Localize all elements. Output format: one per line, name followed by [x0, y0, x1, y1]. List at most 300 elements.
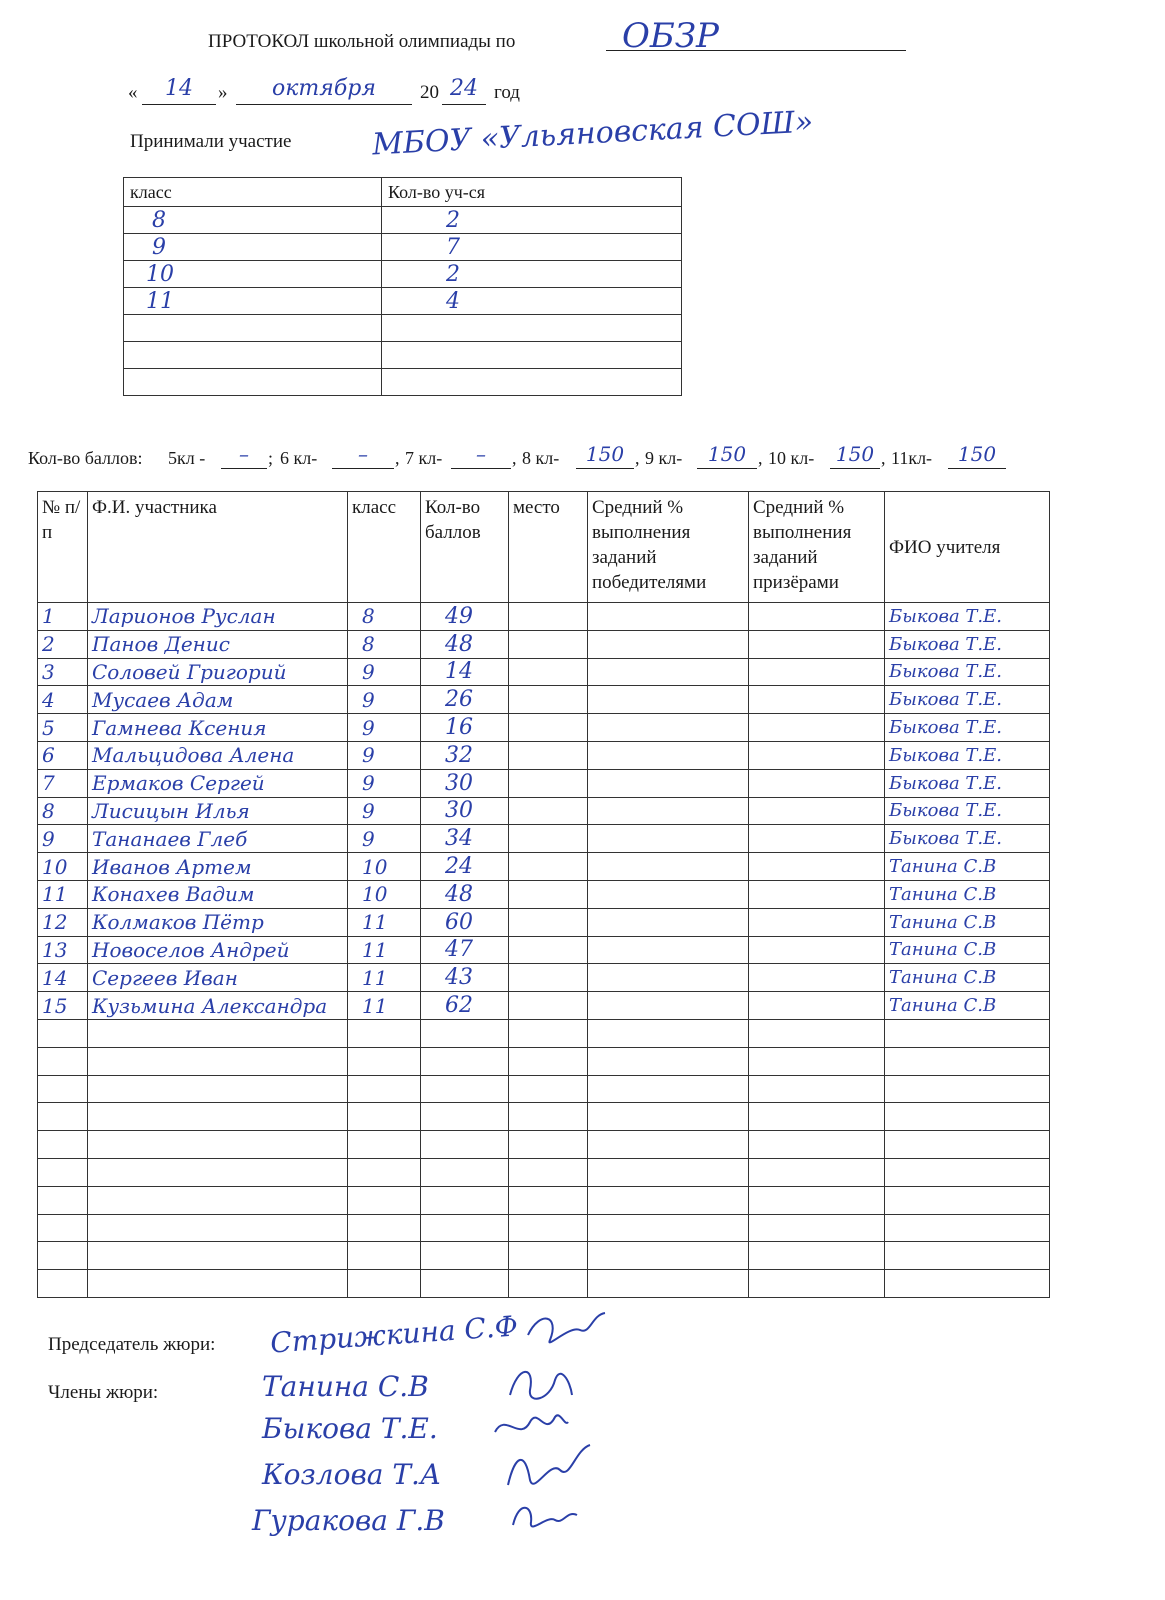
- teacher-name: Быкова Т.Е.: [885, 741, 1050, 769]
- header-num: № п/п: [38, 492, 88, 603]
- empty-cell: [885, 1214, 1050, 1242]
- empty-cell: [88, 1158, 348, 1186]
- empty-cell: [38, 1019, 88, 1047]
- avg-winners-cell: [588, 769, 749, 797]
- participant-name: Мусаев Адам: [88, 686, 348, 714]
- header-name: Ф.И. участника: [88, 492, 348, 603]
- row-num: 8: [38, 797, 88, 825]
- avg-prizewinners-cell: [749, 741, 885, 769]
- empty-cell: [348, 1047, 421, 1075]
- header-avg-prizewinners: Средний % выполнения заданий призёрами: [749, 492, 885, 603]
- participant-score: 60: [421, 908, 509, 936]
- row-num: 13: [38, 936, 88, 964]
- participant-name: Мальцидова Алена: [88, 741, 348, 769]
- jury-chair-name: Стрижкина С.Ф: [269, 1309, 519, 1360]
- participant-score: 14: [421, 658, 509, 686]
- class-row: [124, 207, 682, 234]
- max-score-value: 150: [585, 442, 625, 466]
- class-cell: [124, 342, 382, 369]
- class-row: [124, 342, 682, 369]
- empty-cell: [588, 1186, 749, 1214]
- participant-name: Ермаков Сергей: [88, 769, 348, 797]
- participant-name: Соловей Григорий: [88, 658, 348, 686]
- max-score-underline: [697, 468, 757, 469]
- empty-cell: [749, 1075, 885, 1103]
- results-table: [37, 491, 1050, 1298]
- class-cell: 11: [124, 288, 382, 315]
- empty-cell: [38, 1158, 88, 1186]
- empty-cell: [749, 1103, 885, 1131]
- empty-cell: [749, 1242, 885, 1270]
- date-close-quote: »: [218, 82, 228, 103]
- participant-name: Конахев Вадим: [88, 880, 348, 908]
- max-score-value: –: [358, 442, 368, 466]
- row-num: 5: [38, 714, 88, 742]
- date-day: 14: [165, 76, 193, 101]
- jury-members-label: Члены жюри:: [48, 1382, 159, 1403]
- empty-row: [38, 1103, 1050, 1131]
- count-cell: 2: [382, 261, 682, 288]
- empty-cell: [749, 1158, 885, 1186]
- row-num: 10: [38, 853, 88, 881]
- empty-row: [38, 1158, 1050, 1186]
- result-row: [38, 714, 1050, 742]
- header-grade: класс: [348, 492, 421, 603]
- participant-score: 24: [421, 853, 509, 881]
- count-header: Кол-во уч-ся: [382, 178, 682, 207]
- teacher-name: Быкова Т.Е.: [885, 630, 1050, 658]
- participant-place: [509, 769, 588, 797]
- empty-cell: [421, 1131, 509, 1159]
- avg-winners-cell: [588, 741, 749, 769]
- participant-grade: 9: [348, 686, 421, 714]
- empty-cell: [509, 1186, 588, 1214]
- result-row: [38, 992, 1050, 1020]
- participated-label: Принимали участие: [130, 131, 292, 152]
- class-cell: 9: [124, 234, 382, 261]
- teacher-name: Быкова Т.Е.: [885, 658, 1050, 686]
- empty-cell: [509, 1103, 588, 1131]
- max-score-underline: [451, 468, 511, 469]
- participant-place: [509, 825, 588, 853]
- avg-winners-cell: [588, 964, 749, 992]
- row-num: 1: [38, 603, 88, 631]
- empty-cell: [88, 1186, 348, 1214]
- teacher-name: Танина С.В: [885, 908, 1050, 936]
- empty-cell: [588, 1214, 749, 1242]
- class-table-header: [124, 178, 682, 207]
- header-teacher: ФИО учителя: [885, 492, 1050, 603]
- empty-cell: [588, 1019, 749, 1047]
- empty-cell: [38, 1186, 88, 1214]
- max-score-value: –: [239, 442, 249, 466]
- participant-place: [509, 797, 588, 825]
- avg-prizewinners-cell: [749, 797, 885, 825]
- empty-cell: [421, 1075, 509, 1103]
- participant-grade: 8: [348, 603, 421, 631]
- max-score-underline: [948, 468, 1006, 469]
- avg-prizewinners-cell: [749, 936, 885, 964]
- result-row: [38, 686, 1050, 714]
- row-num: 15: [38, 992, 88, 1020]
- teacher-name: Быкова Т.Е.: [885, 603, 1050, 631]
- participant-grade: 8: [348, 630, 421, 658]
- empty-cell: [421, 1242, 509, 1270]
- empty-cell: [509, 1019, 588, 1047]
- empty-cell: [421, 1214, 509, 1242]
- date-day-underline: [142, 104, 216, 105]
- empty-cell: [421, 1103, 509, 1131]
- subject-value: ОБЗР: [622, 16, 719, 56]
- empty-cell: [509, 1270, 588, 1298]
- participant-name: Гамнева Ксения: [88, 714, 348, 742]
- count-cell: 2: [382, 207, 682, 234]
- teacher-name: Танина С.В: [885, 853, 1050, 881]
- class-header: класс: [124, 178, 382, 207]
- empty-row: [38, 1131, 1050, 1159]
- max-score-label: 7 кл-: [405, 448, 443, 468]
- header-place: место: [509, 492, 588, 603]
- empty-row: [38, 1270, 1050, 1298]
- empty-cell: [885, 1131, 1050, 1159]
- row-num: 12: [38, 908, 88, 936]
- avg-winners-cell: [588, 992, 749, 1020]
- results-body: [38, 603, 1050, 1298]
- class-cell: [124, 369, 382, 396]
- empty-cell: [509, 1242, 588, 1270]
- participant-place: [509, 992, 588, 1020]
- empty-cell: [348, 1242, 421, 1270]
- empty-cell: [88, 1047, 348, 1075]
- row-num: 9: [38, 825, 88, 853]
- result-row: [38, 908, 1050, 936]
- participant-place: [509, 630, 588, 658]
- avg-prizewinners-cell: [749, 769, 885, 797]
- participant-score: 62: [421, 992, 509, 1020]
- participant-grade: 11: [348, 992, 421, 1020]
- empty-cell: [588, 1075, 749, 1103]
- empty-cell: [88, 1019, 348, 1047]
- participant-grade: 9: [348, 769, 421, 797]
- class-row: [124, 234, 682, 261]
- row-num: 7: [38, 769, 88, 797]
- empty-cell: [348, 1019, 421, 1047]
- empty-cell: [421, 1270, 509, 1298]
- class-count-table: [123, 177, 682, 396]
- empty-cell: [348, 1186, 421, 1214]
- teacher-name: Танина С.В: [885, 992, 1050, 1020]
- empty-cell: [749, 1270, 885, 1298]
- participant-place: [509, 658, 588, 686]
- empty-cell: [588, 1158, 749, 1186]
- participant-grade: 9: [348, 741, 421, 769]
- class-cell: 10: [124, 261, 382, 288]
- empty-cell: [88, 1131, 348, 1159]
- avg-prizewinners-cell: [749, 658, 885, 686]
- participant-name: Кузьмина Александра: [88, 992, 348, 1020]
- participant-name: Панов Денис: [88, 630, 348, 658]
- empty-cell: [885, 1103, 1050, 1131]
- participant-score: 26: [421, 686, 509, 714]
- avg-winners-cell: [588, 603, 749, 631]
- max-score-label: 8 кл-: [522, 448, 560, 468]
- participant-score: 47: [421, 936, 509, 964]
- signature-member-icon: [505, 1490, 585, 1540]
- result-row: [38, 603, 1050, 631]
- class-row: [124, 315, 682, 342]
- avg-winners-cell: [588, 936, 749, 964]
- result-row: [38, 853, 1050, 881]
- empty-cell: [749, 1019, 885, 1047]
- row-num: 4: [38, 686, 88, 714]
- participant-name: Лисицын Илья: [88, 797, 348, 825]
- empty-cell: [421, 1047, 509, 1075]
- avg-prizewinners-cell: [749, 908, 885, 936]
- results-header-row: [38, 492, 1050, 603]
- participant-score: 16: [421, 714, 509, 742]
- empty-cell: [885, 1075, 1050, 1103]
- empty-cell: [509, 1158, 588, 1186]
- empty-cell: [38, 1270, 88, 1298]
- participant-place: [509, 603, 588, 631]
- teacher-name: Танина С.В: [885, 936, 1050, 964]
- count-cell: [382, 369, 682, 396]
- participant-name: Сергеев Иван: [88, 964, 348, 992]
- empty-cell: [348, 1214, 421, 1242]
- empty-cell: [588, 1047, 749, 1075]
- header-score: Кол-во баллов: [421, 492, 509, 603]
- empty-row: [38, 1019, 1050, 1047]
- empty-cell: [38, 1242, 88, 1270]
- participant-place: [509, 880, 588, 908]
- empty-cell: [749, 1047, 885, 1075]
- empty-cell: [38, 1103, 88, 1131]
- teacher-name: Быкова Т.Е.: [885, 769, 1050, 797]
- avg-prizewinners-cell: [749, 825, 885, 853]
- participant-grade: 10: [348, 853, 421, 881]
- avg-winners-cell: [588, 853, 749, 881]
- header-avg-winners: Средний % выполнения заданий победителями: [588, 492, 749, 603]
- participant-place: [509, 936, 588, 964]
- result-row: [38, 658, 1050, 686]
- teacher-name: Быкова Т.Е.: [885, 686, 1050, 714]
- max-score-sep: ;: [268, 448, 274, 468]
- result-row: [38, 880, 1050, 908]
- max-score-underline: [332, 468, 394, 469]
- participant-score: 34: [421, 825, 509, 853]
- empty-cell: [38, 1047, 88, 1075]
- jury-member-name: Быкова Т.Е.: [262, 1412, 438, 1445]
- year-word: год: [494, 82, 520, 103]
- max-score-value: 150: [707, 442, 747, 466]
- empty-row: [38, 1186, 1050, 1214]
- empty-cell: [421, 1019, 509, 1047]
- participant-name: Ларионов Руслан: [88, 603, 348, 631]
- result-row: [38, 825, 1050, 853]
- class-row: [124, 261, 682, 288]
- avg-winners-cell: [588, 908, 749, 936]
- max-score-value: 150: [957, 442, 997, 466]
- participant-score: 30: [421, 769, 509, 797]
- participant-grade: 9: [348, 714, 421, 742]
- empty-cell: [885, 1242, 1050, 1270]
- empty-cell: [348, 1075, 421, 1103]
- empty-row: [38, 1047, 1050, 1075]
- max-score-sep: ,: [512, 448, 517, 468]
- participant-score: 43: [421, 964, 509, 992]
- participant-grade: 9: [348, 797, 421, 825]
- empty-cell: [38, 1131, 88, 1159]
- class-row: [124, 288, 682, 315]
- participant-score: 49: [421, 603, 509, 631]
- empty-cell: [885, 1019, 1050, 1047]
- max-score-label: 6 кл-: [280, 448, 318, 468]
- empty-cell: [509, 1214, 588, 1242]
- empty-cell: [348, 1158, 421, 1186]
- result-row: [38, 964, 1050, 992]
- max-score-label: 9 кл-: [645, 448, 683, 468]
- participant-grade: 9: [348, 658, 421, 686]
- empty-cell: [348, 1131, 421, 1159]
- empty-cell: [509, 1131, 588, 1159]
- participant-place: [509, 741, 588, 769]
- avg-winners-cell: [588, 714, 749, 742]
- participant-score: 30: [421, 797, 509, 825]
- empty-cell: [88, 1214, 348, 1242]
- jury-chair-label: Председатель жюри:: [48, 1334, 216, 1355]
- max-score-label: 11кл-: [891, 448, 933, 468]
- result-row: [38, 936, 1050, 964]
- date-month: октября: [272, 76, 376, 101]
- empty-cell: [749, 1214, 885, 1242]
- max-score-value: 150: [835, 442, 875, 466]
- empty-cell: [348, 1103, 421, 1131]
- row-num: 2: [38, 630, 88, 658]
- avg-winners-cell: [588, 880, 749, 908]
- participant-place: [509, 964, 588, 992]
- jury-member-name: Гуракова Г.В: [252, 1504, 445, 1537]
- teacher-name: Быкова Т.Е.: [885, 797, 1050, 825]
- empty-cell: [421, 1158, 509, 1186]
- row-num: 11: [38, 880, 88, 908]
- empty-cell: [885, 1158, 1050, 1186]
- empty-cell: [421, 1186, 509, 1214]
- participant-place: [509, 853, 588, 881]
- count-cell: [382, 342, 682, 369]
- signature-chair-icon: [520, 1305, 610, 1355]
- participant-grade: 11: [348, 936, 421, 964]
- avg-winners-cell: [588, 797, 749, 825]
- result-row: [38, 630, 1050, 658]
- avg-prizewinners-cell: [749, 603, 885, 631]
- avg-winners-cell: [588, 825, 749, 853]
- empty-cell: [38, 1214, 88, 1242]
- row-num: 14: [38, 964, 88, 992]
- max-score-underline: [830, 468, 880, 469]
- max-scores-label: Кол-во баллов:: [28, 448, 143, 468]
- participant-grade: 11: [348, 908, 421, 936]
- result-row: [38, 769, 1050, 797]
- jury-member-name: Танина С.В: [262, 1370, 429, 1403]
- empty-cell: [749, 1186, 885, 1214]
- result-row: [38, 797, 1050, 825]
- empty-cell: [885, 1270, 1050, 1298]
- empty-cell: [88, 1270, 348, 1298]
- row-num: 3: [38, 658, 88, 686]
- participant-grade: 10: [348, 880, 421, 908]
- class-cell: [124, 315, 382, 342]
- avg-prizewinners-cell: [749, 630, 885, 658]
- empty-cell: [588, 1242, 749, 1270]
- avg-winners-cell: [588, 686, 749, 714]
- max-score-value: –: [476, 442, 486, 466]
- empty-cell: [885, 1186, 1050, 1214]
- empty-row: [38, 1214, 1050, 1242]
- date-open-quote: «: [128, 82, 138, 103]
- avg-prizewinners-cell: [749, 992, 885, 1020]
- max-score-sep: ,: [635, 448, 640, 468]
- empty-cell: [38, 1075, 88, 1103]
- row-num: 6: [38, 741, 88, 769]
- empty-cell: [88, 1075, 348, 1103]
- year-underline: [442, 104, 486, 105]
- empty-row: [38, 1242, 1050, 1270]
- participant-grade: 11: [348, 964, 421, 992]
- empty-cell: [88, 1103, 348, 1131]
- year-prefix: 20: [420, 82, 439, 103]
- class-cell: 8: [124, 207, 382, 234]
- count-cell: 7: [382, 234, 682, 261]
- participant-place: [509, 714, 588, 742]
- teacher-name: Быкова Т.Е.: [885, 825, 1050, 853]
- max-score-underline: [221, 468, 267, 469]
- participant-name: Иванов Артем: [88, 853, 348, 881]
- empty-row: [38, 1075, 1050, 1103]
- teacher-name: Танина С.В: [885, 880, 1050, 908]
- max-score-sep: ,: [881, 448, 886, 468]
- date-month-underline: [236, 104, 412, 105]
- participant-place: [509, 908, 588, 936]
- avg-prizewinners-cell: [749, 686, 885, 714]
- participant-score: 32: [421, 741, 509, 769]
- year-suffix: 24: [450, 76, 478, 101]
- avg-prizewinners-cell: [749, 964, 885, 992]
- empty-cell: [88, 1242, 348, 1270]
- max-score-underline: [576, 468, 634, 469]
- title-prefix: ПРОТОКОЛ школьной олимпиады по: [208, 31, 516, 52]
- empty-cell: [885, 1047, 1050, 1075]
- avg-winners-cell: [588, 630, 749, 658]
- count-cell: [382, 315, 682, 342]
- participant-grade: 9: [348, 825, 421, 853]
- avg-prizewinners-cell: [749, 714, 885, 742]
- empty-cell: [588, 1270, 749, 1298]
- teacher-name: Танина С.В: [885, 964, 1050, 992]
- result-row: [38, 741, 1050, 769]
- max-score-label: 10 кл-: [768, 448, 815, 468]
- class-row: [124, 369, 682, 396]
- participant-name: Тананаев Глеб: [88, 825, 348, 853]
- participant-name: Новоселов Андрей: [88, 936, 348, 964]
- school-name: МБОУ «Ульяновская СОШ»: [371, 104, 814, 163]
- empty-cell: [509, 1047, 588, 1075]
- participant-score: 48: [421, 630, 509, 658]
- avg-prizewinners-cell: [749, 880, 885, 908]
- max-score-sep: ,: [758, 448, 763, 468]
- empty-cell: [348, 1270, 421, 1298]
- count-cell: 4: [382, 288, 682, 315]
- max-score-label: 5кл -: [168, 448, 206, 468]
